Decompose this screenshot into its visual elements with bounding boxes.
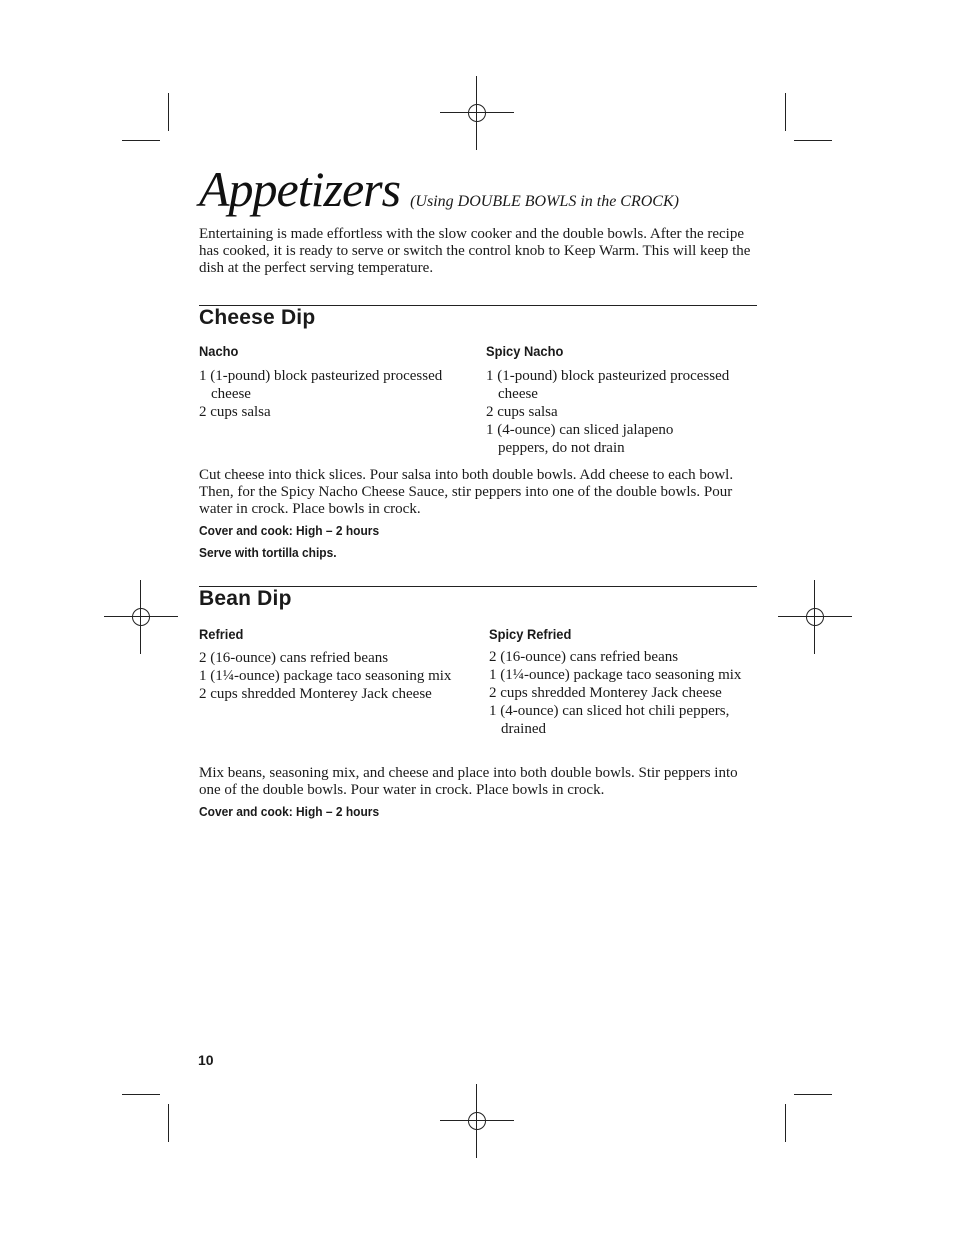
section-title-cheese-dip: Cheese Dip bbox=[199, 306, 316, 329]
crop-mark bbox=[785, 1104, 786, 1142]
registration-mark-icon bbox=[104, 580, 178, 654]
list-item: 2 (16-ounce) cans refried beans bbox=[489, 649, 679, 665]
list-item: 1 (4-ounce) can sliced hot chili peppers, drained bbox=[489, 703, 730, 737]
registration-mark-icon bbox=[778, 580, 852, 654]
list-item: 1 (1¼-ounce) package taco seasoning mix bbox=[199, 668, 452, 684]
registration-mark-icon bbox=[440, 1084, 514, 1158]
page-number: 10 bbox=[198, 1052, 214, 1068]
list-item: 1 (4-ounce) can sliced jalapeno peppers, do not drain bbox=[486, 422, 674, 456]
recipe-heading-spicy-nacho: Spicy Nacho bbox=[486, 343, 564, 359]
list-item: 1 (1¼-ounce) package taco seasoning mix bbox=[489, 667, 742, 683]
cook-instructions-cheese-dip: Cover and cook: High – 2 hours bbox=[199, 523, 380, 538]
page-title: Appetizers bbox=[199, 161, 401, 217]
list-item: 2 cups salsa bbox=[486, 404, 558, 420]
crop-mark bbox=[168, 1104, 169, 1142]
list-item: 2 cups salsa bbox=[199, 404, 271, 420]
list-item: 2 (16-ounce) cans refried beans bbox=[199, 650, 389, 666]
directions-bean-dip: Mix beans, seasoning mix, and cheese and place into both double bowls. Stir peppers into one of the double bowls. Pour water in crock. Place bowls in crock. bbox=[199, 765, 738, 798]
crop-mark bbox=[122, 1094, 160, 1095]
ingredient-list-spicy-refried bbox=[489, 648, 761, 738]
list-item: 1 (1-pound) block pasteurized processed cheese bbox=[199, 368, 443, 402]
ingredient-list-spicy-nacho bbox=[486, 367, 761, 457]
recipe-heading-refried: Refried bbox=[199, 626, 244, 642]
crop-mark bbox=[785, 93, 786, 131]
ingredient-list-nacho bbox=[199, 367, 474, 421]
list-item: 2 cups shredded Monterey Jack cheese bbox=[199, 686, 432, 702]
recipe-heading-nacho: Nacho bbox=[199, 343, 239, 359]
crop-mark bbox=[122, 140, 160, 141]
ingredient-list-refried bbox=[199, 649, 469, 703]
directions-cheese-dip: Cut cheese into thick slices. Pour salsa into both double bowls. Add cheese to each bowl. Then, for the Spicy Nacho Cheese Sauce, stir peppers into one of the double bowls. Pour water in crock. Place bowls in crock. bbox=[199, 467, 734, 517]
page-header bbox=[199, 160, 759, 218]
intro-paragraph: Entertaining is made effortless with the slow cooker and the double bowls. After the recipe has cooked, it is ready to serve or switch the control knob to Keep Warm. This will keep the dish at the perfect serving temperature. bbox=[199, 226, 751, 276]
crop-mark bbox=[794, 1094, 832, 1095]
crop-mark bbox=[168, 93, 169, 131]
page-subtitle: (Using DOUBLE BOWLS in the CROCK) bbox=[410, 193, 679, 210]
crop-mark bbox=[794, 140, 832, 141]
cook-instructions-bean-dip: Cover and cook: High – 2 hours bbox=[199, 804, 380, 819]
registration-mark-icon bbox=[440, 76, 514, 150]
recipe-heading-spicy-refried: Spicy Refried bbox=[489, 626, 572, 642]
list-item: 2 cups shredded Monterey Jack cheese bbox=[489, 685, 722, 701]
list-item: 1 (1-pound) block pasteurized processed cheese bbox=[486, 368, 730, 402]
section-title-bean-dip: Bean Dip bbox=[199, 587, 292, 610]
serving-note: Serve with tortilla chips. bbox=[199, 545, 337, 560]
